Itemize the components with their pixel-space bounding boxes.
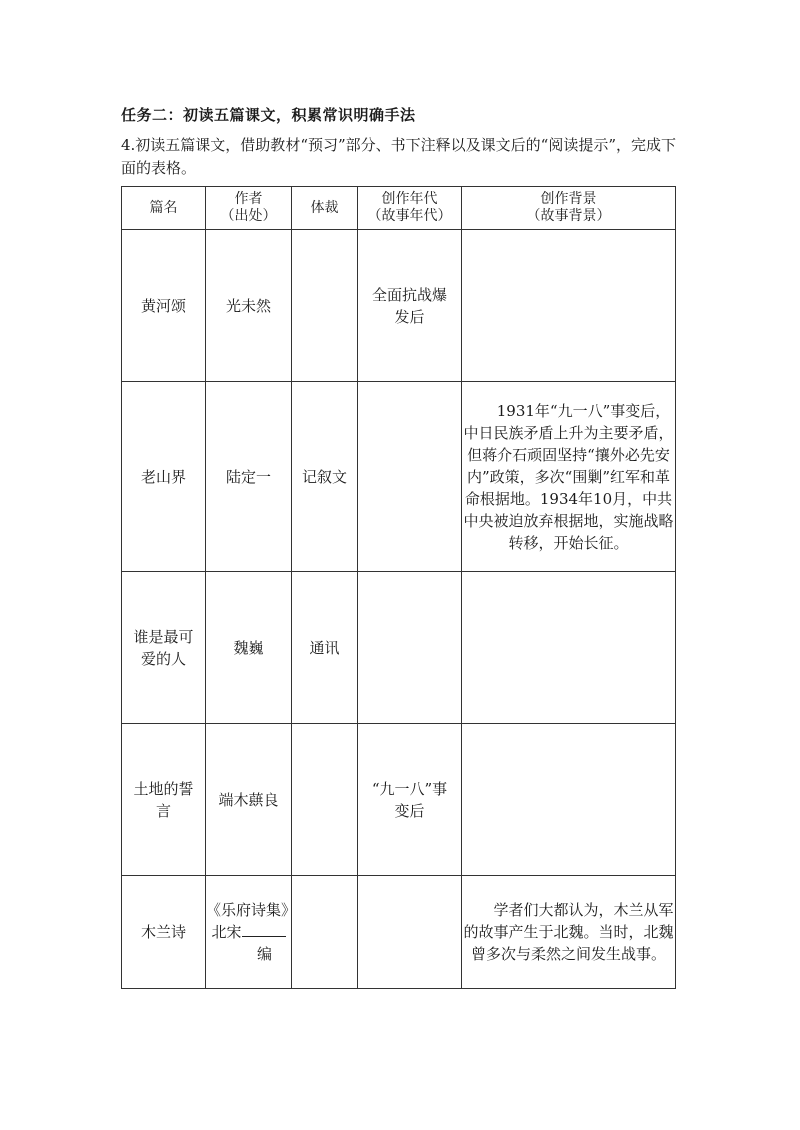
source-edit: 编 — [256, 945, 272, 963]
cell-background[interactable] — [462, 230, 676, 382]
cell-era-text: “九一八”事变后 — [371, 779, 448, 820]
header-bg-line1: 创作背景 — [540, 191, 597, 207]
table-row — [122, 230, 676, 382]
source-dynasty: 北宋 — [211, 923, 242, 941]
cell-title: 黄河颂 — [122, 230, 206, 382]
cell-title-text: 谁是最可爱的人 — [133, 627, 194, 668]
cell-author: 陆定一 — [206, 382, 292, 572]
cell-title — [122, 572, 206, 724]
source-dynasty-line — [206, 921, 291, 943]
cell-era-text: 全面抗战爆发后 — [371, 285, 447, 326]
cell-author: 端木蕻良 — [206, 724, 292, 876]
cell-title: 木兰诗 — [122, 876, 206, 989]
info-table — [121, 186, 676, 989]
cell-genre[interactable] — [292, 876, 358, 989]
instruction-text: 4.初读五篇课文，借助教材“预习”部分、书下注释以及课文后的“阅读提示”，完成下面的表格。 — [121, 136, 676, 177]
cell-background: 学者们大都认为，木兰从军的故事产生于北魏。当时，北魏曾多次与柔然之间发生战事。 — [462, 876, 676, 989]
cell-era — [358, 230, 462, 382]
cell-background: 1931年“九一八”事变后，中日民族矛盾上升为主要矛盾，但蒋介石顽固坚持“攘外必先安内”政策，多次“围剿”红军和革命根据地。1934年10月，中共中央被迫放弃根据地，实施战略转移，开始长征。 — [462, 382, 676, 572]
table-row — [122, 572, 676, 724]
header-era-line1: 创作年代 — [381, 191, 438, 207]
cell-genre[interactable] — [292, 724, 358, 876]
editor-blank[interactable] — [242, 922, 286, 937]
cell-genre[interactable] — [292, 230, 358, 382]
cell-title-text: 土地的誓言 — [133, 779, 194, 820]
header-bg-line2: （故事背景） — [526, 208, 611, 224]
cell-author: 光未然 — [206, 230, 292, 382]
header-background — [462, 187, 676, 230]
cell-background[interactable] — [462, 572, 676, 724]
source-book: 《乐府诗集》 — [206, 901, 297, 919]
cell-genre: 记叙文 — [292, 382, 358, 572]
task-heading: 任务二：初读五篇课文，积累常识明确手法 — [121, 106, 416, 124]
header-author-line1: 作者 — [234, 191, 263, 207]
table-row — [122, 382, 676, 572]
header-author-line2: （出处） — [220, 208, 277, 224]
cell-era[interactable] — [358, 382, 462, 572]
cell-title: 老山界 — [122, 382, 206, 572]
cell-author: 魏巍 — [206, 572, 292, 724]
cell-author — [206, 876, 297, 989]
cell-era[interactable] — [358, 572, 462, 724]
cell-era — [358, 724, 462, 876]
header-genre: 体裁 — [292, 187, 358, 230]
cell-era[interactable] — [358, 876, 462, 989]
table-row — [122, 876, 676, 989]
cell-genre: 通讯 — [292, 572, 358, 724]
cell-title — [122, 724, 206, 876]
table-header-row — [122, 187, 676, 230]
table-row — [122, 724, 676, 876]
header-author — [206, 187, 292, 230]
cell-background[interactable] — [462, 724, 676, 876]
header-era — [358, 187, 462, 230]
header-era-line2: （故事年代） — [367, 208, 452, 224]
header-title: 篇名 — [122, 187, 206, 230]
